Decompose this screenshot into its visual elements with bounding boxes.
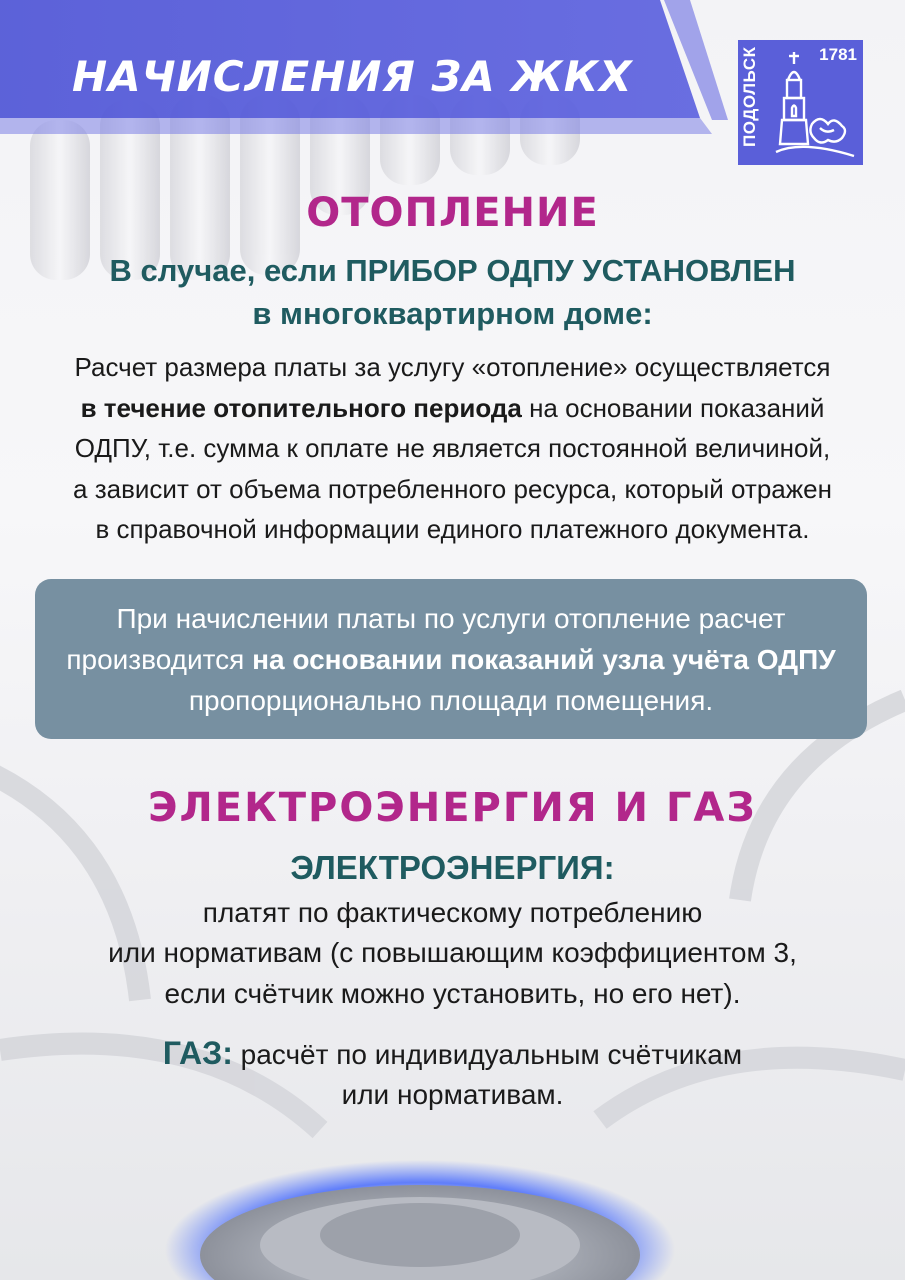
info-box-line2-emphasis: на основании показаний узла учёта ОДПУ bbox=[252, 644, 836, 675]
info-box-line2-start: производится bbox=[66, 644, 253, 675]
electricity-line1: платят по фактическому потреблению bbox=[202, 897, 703, 928]
info-box-line2 bbox=[35, 644, 867, 676]
gas-burner-shape bbox=[165, 1160, 675, 1280]
heating-period-emphasis: в течение отопительного периода bbox=[80, 393, 522, 423]
electricity-line3: если счётчик можно установить, но его нет). bbox=[164, 978, 741, 1009]
gas-line1 bbox=[0, 1035, 905, 1072]
page-title: НАЧИСЛЕНИЯ ЗА ЖКХ bbox=[72, 52, 633, 101]
city-logo bbox=[738, 40, 863, 165]
logo-year: 1781 bbox=[819, 45, 857, 64]
church-emblem-icon bbox=[762, 44, 862, 164]
info-box-line1: При начислении платы по услуги отопление расчет bbox=[116, 603, 786, 634]
heating-subheading-line1: В случае, если ПРИБОР ОДПУ УСТАНОВЛЕН bbox=[109, 253, 796, 288]
gas-line2: или нормативам. bbox=[341, 1079, 564, 1110]
electricity-label: ЭЛЕКТРОЭНЕРГИЯ: bbox=[290, 849, 615, 886]
heating-paragraph-line4: а зависит от объема потребленного ресурса, который отражен bbox=[73, 474, 832, 504]
heating-heading: ОТОПЛЕНИЕ bbox=[306, 190, 599, 236]
electricity-line2: или нормативам (с повышающим коэффициентом 3, bbox=[108, 937, 797, 968]
heating-paragraph-line3: ОДПУ, т.е. сумма к оплате не является постоянной величиной, bbox=[74, 433, 831, 463]
gas-line1-text: расчёт по индивидуальным счётчикам bbox=[232, 1039, 743, 1070]
heating-subheading-line2: в многоквартирном доме: bbox=[252, 296, 653, 331]
info-box-line3: пропорционально площади помещения. bbox=[188, 685, 714, 716]
electricity-gas-heading: ЭЛЕКТРОЭНЕРГИЯ И ГАЗ bbox=[148, 785, 757, 831]
gas-label: ГАЗ: bbox=[162, 1035, 233, 1071]
heating-paragraph-line2 bbox=[0, 393, 905, 424]
info-box bbox=[35, 579, 867, 739]
heating-paragraph-line1: Расчет размера платы за услугу «отопление» осуществляется bbox=[74, 352, 831, 382]
heating-paragraph-line2-rest: на основании показаний bbox=[521, 393, 825, 423]
heating-paragraph-line5: в справочной информации единого платежного документа. bbox=[95, 514, 810, 544]
logo-city-name: ПОДОЛЬСК bbox=[740, 46, 759, 147]
